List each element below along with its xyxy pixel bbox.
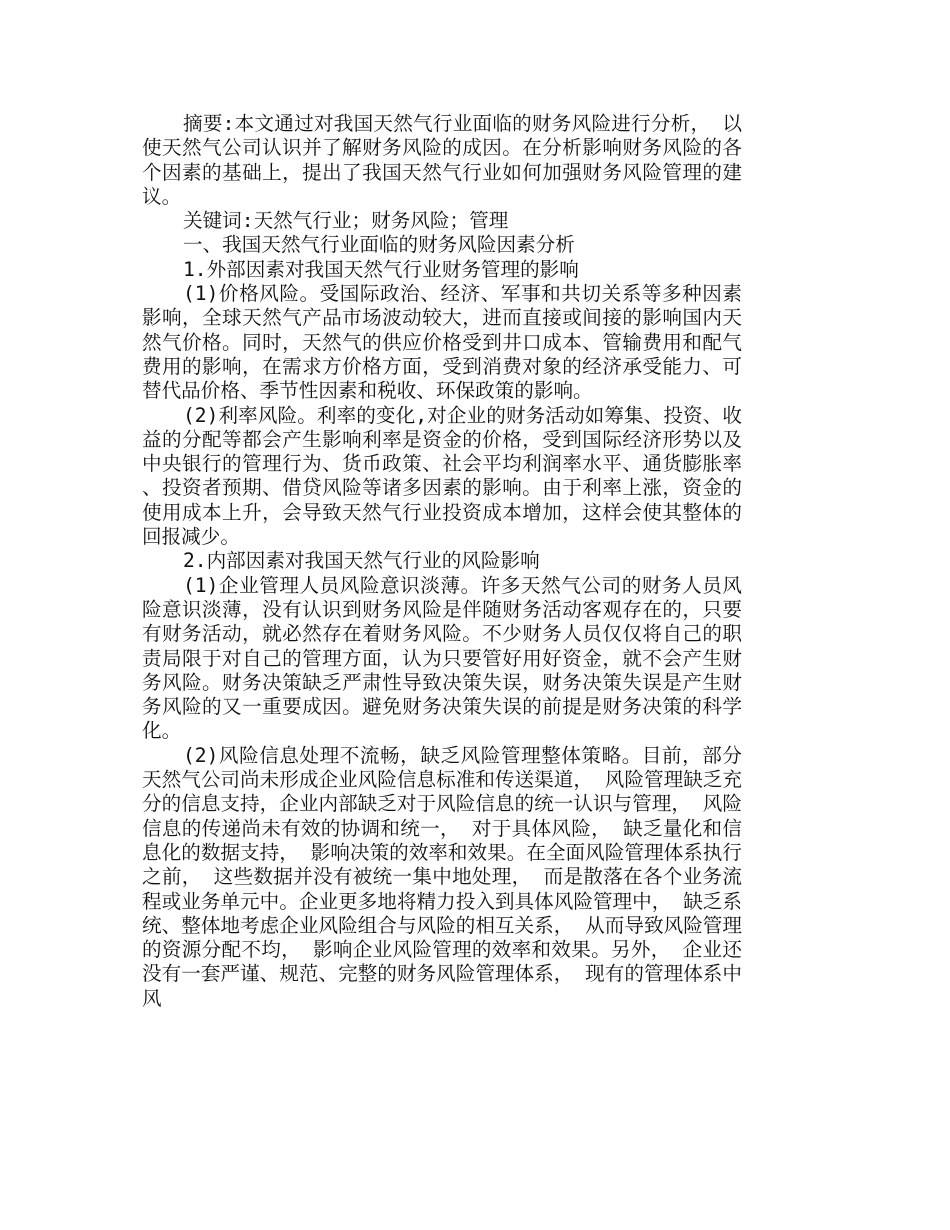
section-heading-1: 一、我国天然气行业面临的财务风险因素分析 — [183, 233, 575, 257]
price-risk-paragraph: (1)价格风险。受国际政治、经济、军事和共切关系等多种因素影响，全球天然气产品市场波动较大，进而直接或间接的影响国内天然气价格。同时，天然气的供应价格受到井口成本、管输费用和配气费用的影响，在需求方价格方面，受到消费对象的经济承受能力、可替代品价格、季节性因素和税收、环保政策的影响。 — [142, 282, 742, 403]
management-awareness-paragraph: (1)企业管理人员风险意识淡薄。许多天然气公司的财务人员风险意识淡薄，没有认识到财务风险是伴随财务活动客观存在的，只要有财务活动，就必然存在着财务风险。不少财务人员仅仅将自己的职责局限于对自己的管理方面，认为只要管好用好资金，就不会产生财务风险。财务决策缺乏严肃性导致决策失误，财务决策失误是产生财务风险的又一重要成因。避免财务决策失误的前提是财务决策的科学化。 — [142, 573, 742, 743]
interest-rate-risk-paragraph: (2)利率风险。利率的变化,对企业的财务活动如筹集、投资、收益的分配等都会产生影响利率是资金的价格，受到国际经济形势以及中央银行的管理行为、货币政策、社会平均利润率水平、通货膨胀率、投资者预期、借贷风险等诸多因素的影响。由于利率上涨，资金的使用成本上升，会导致天然气行业投资成本增加，这样会使其整体的回报减少。 — [142, 403, 742, 549]
risk-information-paragraph: (2)风险信息处理不流畅，缺乏风险管理整体策略。目前，部分天然气公司尚未形成企业风险信息标准和传送渠道， 风险管理缺乏充分的信息支持，企业内部缺乏对于风险信息的统一认识与管理， 风险信息的传递尚未有效的协调和统一， 对于具体风险， 缺乏量化和信息化的数据支持， 影响决策的效率和效果。在全面风险管理体系执行之前， 这些数据并没有被统一集中地处理， 而是散落在各个业务流程或业务单元中。企业更多地将精力投入到具体风险管理中， 缺乏系统、整体地考虑企业风险组合与风险的相互关系， 从而导致风险管理的资源分配不均， 影响企业风险管理的效率和效果。另外， 企业还没有一套严谨、规范、完整的财务风险管理体系， 现有的管理体系中风 — [142, 743, 742, 1010]
subsection-heading-1: 1.外部因素对我国天然气行业财务管理的影响 — [183, 257, 579, 281]
abstract-paragraph: 摘要:本文通过对我国天然气行业面临的财务风险进行分析， 以使天然气公司认识并了解财务风险的成因。在分析影响财务风险的各个因素的基础上，提出了我国天然气行业如何加强财务风险管理的建议。 — [142, 112, 742, 208]
subsection-heading-2: 2.内部因素对我国天然气行业的风险影响 — [183, 549, 540, 573]
document-body — [142, 112, 742, 1011]
keywords-line: 关键词:天然气行业；财务风险；管理 — [183, 209, 509, 233]
